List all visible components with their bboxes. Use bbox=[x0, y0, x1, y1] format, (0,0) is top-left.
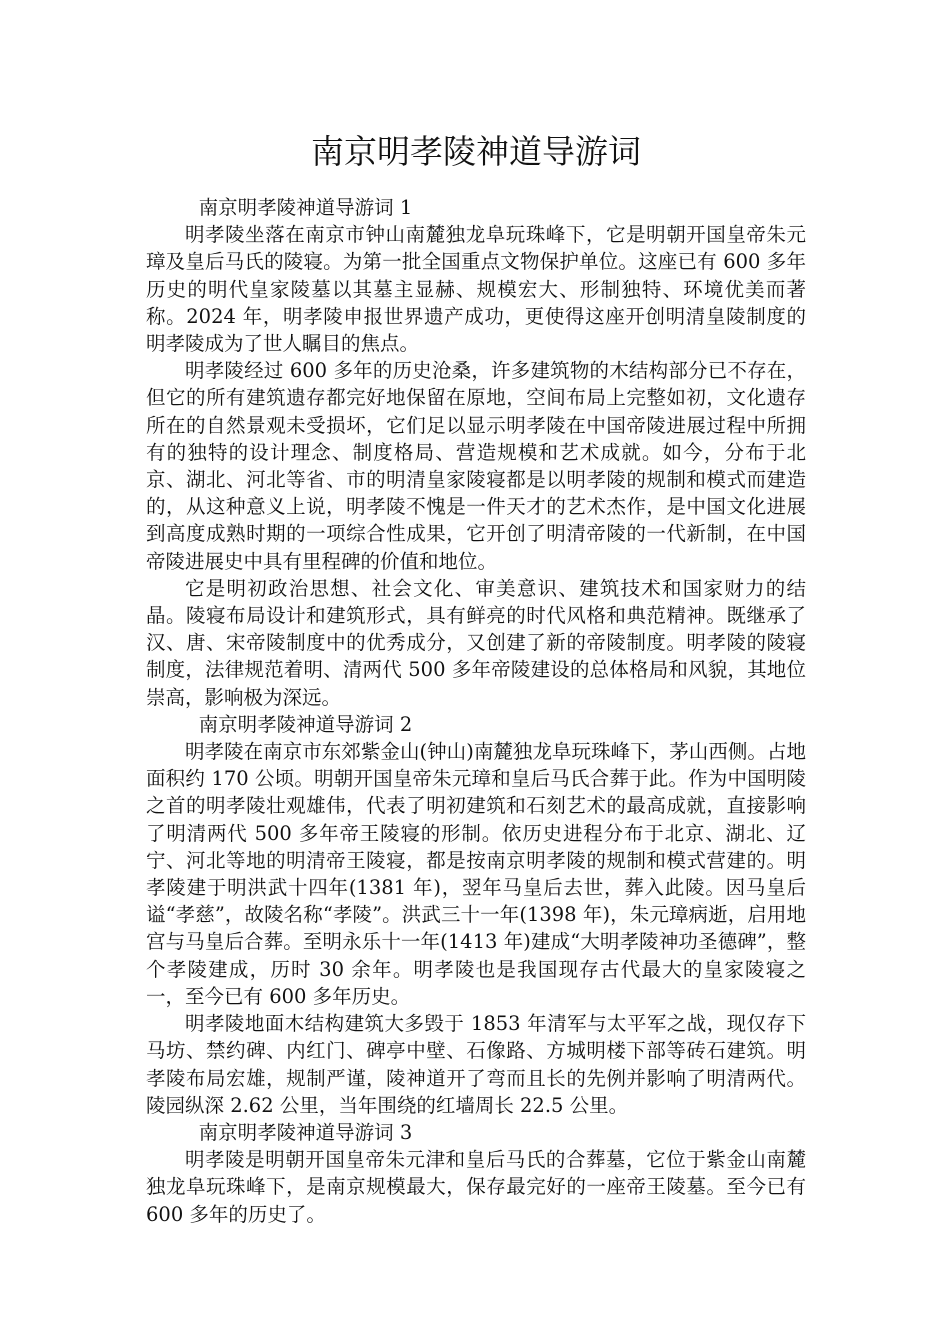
section-heading: 南京明孝陵神道导游词 2 bbox=[198, 712, 413, 736]
document-page bbox=[146, 132, 806, 1228]
body-paragraph: 明孝陵在南京市东郊紫金山(钟山)南麓独龙阜玩珠峰下，茅山西侧。占地面积约 170 公顷。明朝开国皇帝朱元璋和皇后马氏合葬于此。作为中国明陵之首的明孝陵壮观雄伟，代表了明初建筑和石刻艺术的最高成就，直接影响了明清两代 500 多年帝王陵寝的形制。依历史进程分布于北京、湖北、辽宁、河北等地的明清帝王陵寝，都是按南京明孝陵的规制和模式营建的。明孝陵建于明洪武十四年(1381 年)，翌年马皇后去世，葬入此陵。因马皇后谥“孝慈”，故陵名称“孝陵”。洪武三十一年(1398 年)，朱元璋病逝，启用地宫与马皇后合葬。至明永乐十一年(1413 年)建成“大明孝陵神功圣德碑”，整个孝陵建成，历时 30 余年。明孝陵也是我国现存古代最大的皇家陵寝之一，至今已有 600 多年历史。 bbox=[146, 740, 806, 1008]
body-paragraph: 明孝陵是明朝开国皇帝朱元津和皇后马氏的合葬墓，它位于紫金山南麓独龙阜玩珠峰下，是南京规模最大，保存最完好的一座帝王陵墓。至今已有 600 多年的历史了。 bbox=[146, 1148, 806, 1226]
section-1 bbox=[146, 194, 806, 711]
body-paragraph: 明孝陵地面木结构建筑大多毁于 1853 年清军与太平军之战，现仅存下马坊、禁约碑、内红门、碑亭中壁、石像路、方城明楼下部等砖石建筑。明孝陵布局宏雄，规制严谨，陵神道开了弯而且长的先例并影响了明清两代。陵园纵深 2.62 公里，当年围绕的红墙周长 22.5 公里。 bbox=[146, 1012, 806, 1117]
body-paragraph: 它是明初政治思想、社会文化、审美意识、建筑技术和国家财力的结晶。陵寝布局设计和建筑形式，具有鲜亮的时代风格和典范精神。既继承了汉、唐、宋帝陵制度中的优秀成分，又创建了新的帝陵制度。明孝陵的陵寝制度，法律规范着明、清两代 500 多年帝陵建设的总体格局和风貌，其地位崇高，影响极为深远。 bbox=[146, 576, 806, 709]
body-paragraph: 明孝陵坐落在南京市钟山南麓独龙阜玩珠峰下，它是明朝开国皇帝朱元璋及皇后马氏的陵寝。为第一批全国重点文物保护单位。这座已有 600 多年历史的明代皇家陵墓以其墓主显赫、规模宏大、形制独特、环境优美而著称。2024 年，明孝陵申报世界遗产成功，更使得这座开创明清皇陵制度的明孝陵成为了世人瞩目的焦点。 bbox=[146, 223, 806, 356]
document-title: 南京明孝陵神道导游词 bbox=[311, 132, 641, 171]
section-heading: 南京明孝陵神道导游词 3 bbox=[198, 1120, 413, 1144]
body-paragraph: 明孝陵经过 600 多年的历史沧桑，许多建筑物的木结构部分已不存在，但它的所有建筑遗存都完好地保留在原地，空间布局上完整如初，文化遗存所在的自然景观未受损坏，它们足以显示明孝陵在中国帝陵进展过程中所拥有的独特的设计理念、制度格局、营造规模和艺术成就。如今，分布于北京、湖北、河北等省、市的明清皇家陵寝都是以明孝陵的规制和模式而建造的，从这种意义上说，明孝陵不愧是一件天才的艺术杰作，是中国文化进展到高度成熟时期的一项综合性成果，它开创了明清帝陵的一代新制，在中国帝陵进展史中具有里程碑的价值和地位。 bbox=[146, 359, 806, 573]
section-heading: 南京明孝陵神道导游词 1 bbox=[198, 196, 413, 219]
section-2 bbox=[146, 711, 806, 1119]
section-3 bbox=[146, 1119, 806, 1228]
